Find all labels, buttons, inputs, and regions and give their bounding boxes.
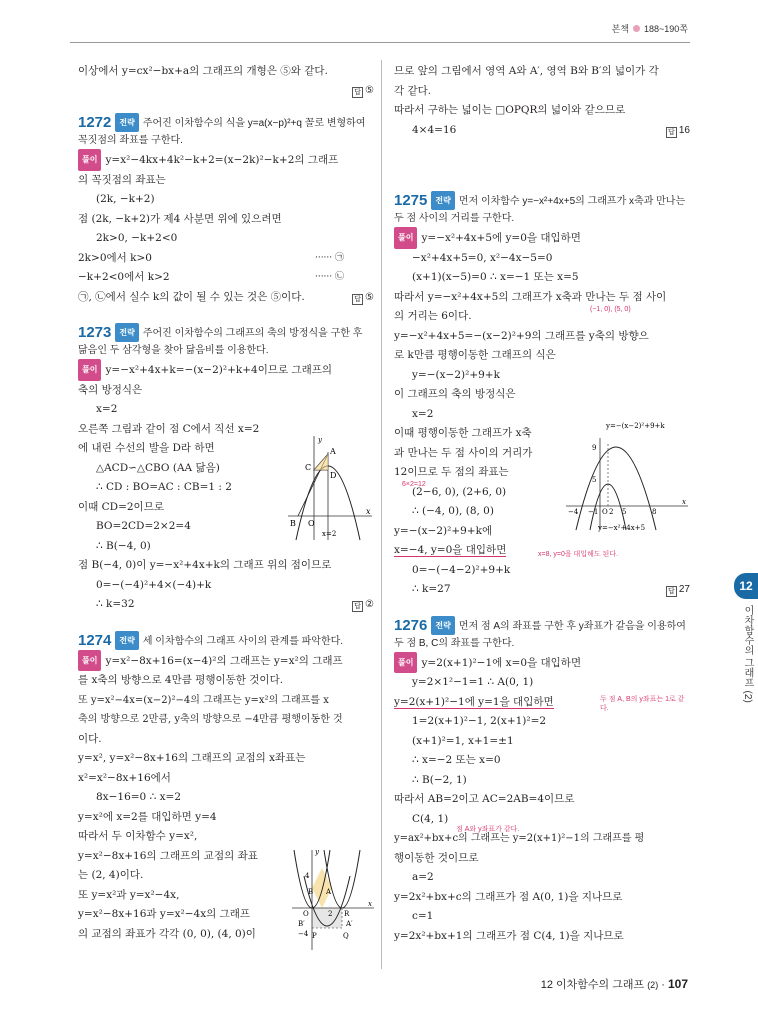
fig-label: −4 <box>568 508 579 516</box>
answer-mark: 답 ⑤ <box>352 288 374 308</box>
text-line: 또 y=x²−4x=(x−2)²−4의 그래프는 y=x²의 그래프를 x <box>78 694 329 706</box>
text-line: 이때 CD=2이므로 <box>78 500 164 513</box>
text-line: 는 (2, 4)이다. <box>78 869 144 881</box>
text-line: ∴ CD : BO=AC : CB=1 : 2 <box>96 481 232 493</box>
text-line: 2k>0에서 k>0 ······ ㉠ <box>78 251 344 264</box>
answer-mark: 답 ⑤ <box>352 81 374 101</box>
text-line: 따라서 y=−x²+4x+5의 그래프가 x축과 만나는 두 점 사이 (−1, 0), (5, 0) <box>394 290 667 313</box>
text-line: C(4, 1) 점 A와 y좌표가 같다. <box>412 812 520 833</box>
text-line: 의 거리는 6이다. <box>394 310 472 322</box>
text-line: 4×4=16 답 16 <box>394 121 690 141</box>
text-line: 따라서 구하는 넓이는 □OPQR의 넓이와 같으므로 <box>394 104 626 116</box>
figure-1275-parabolas <box>562 418 692 536</box>
fig-label: C <box>305 463 312 472</box>
text-line: 이상에서 y=cx²−bx+a의 그래프의 개형은 ⑤와 같다. 답 ⑤ <box>78 62 374 82</box>
text-line: 의 꼭짓점의 좌표는 <box>78 173 166 186</box>
page-number: 107 <box>667 977 688 991</box>
text-line: 0=−(−4−2)²+9+k <box>412 563 511 576</box>
fig-label: O <box>308 519 315 528</box>
fig-label: y <box>318 436 322 444</box>
footer-chapter: 12 이차함수의 그래프 <box>540 979 645 991</box>
text-line: 행이동한 것이므로 <box>394 851 479 864</box>
answer-box-icon: 답 <box>352 294 363 305</box>
text-line: ∴ k=32 답 ② <box>78 595 374 615</box>
fig-label: B′ <box>298 920 305 928</box>
text-line: y=2×1²−1=1 ∴ A(0, 1) <box>412 676 534 688</box>
figure-1274-parabolas <box>288 846 376 954</box>
chapter-number: 12 <box>734 573 758 599</box>
text-line: ∴ B(−2, 1) <box>412 773 467 786</box>
text-line: y=2x²+bx+1의 그래프가 점 C(4, 1)을 지나므로 <box>394 929 624 942</box>
answer-mark: 답 ② <box>352 595 374 615</box>
fig-label: 8 <box>652 508 657 516</box>
dot-icon <box>633 25 640 32</box>
header-pages: 188~190쪽 <box>644 24 688 34</box>
text-line: 축의 방향으로 2만큼, y축의 방향으로 −4만큼 평행이동한 것 <box>78 714 343 725</box>
text-line: 축의 방정식은 <box>78 383 143 396</box>
text-line: 이다. <box>78 732 102 745</box>
fig-label: x=2 <box>322 530 337 538</box>
fig-label: 4 <box>305 872 310 880</box>
text-line: 풀이 y=2(x+1)²−1에 x=0을 대입하면 <box>394 652 690 674</box>
text-line: 점 (2k, −k+2)가 제4 사분면 위에 있으려면 <box>78 212 282 225</box>
header-rule <box>70 42 690 43</box>
answer-box-icon: 답 <box>666 586 677 597</box>
fig-label: x <box>368 900 372 908</box>
text-line: x=2 <box>96 403 118 415</box>
text-line: y=x²−8x+16의 그래프의 교점의 좌표 <box>78 849 258 862</box>
text-line: x²=x²−8x+16에서 <box>78 771 171 784</box>
answer-box-icon: 답 <box>666 127 677 138</box>
fig-label: B <box>290 519 296 528</box>
text-line: 풀이 y=−x²+4x+k=−(x−2)²+k+4이므로 그래프의 <box>78 359 374 381</box>
answer-mark: 답 27 <box>666 580 690 600</box>
text-line: y=ax²+bx+c의 그래프는 y=2(x+1)²−1의 그래프를 평 <box>394 833 645 844</box>
figure-1273-parabola <box>284 432 376 544</box>
footer-sub: (2) <box>647 980 659 990</box>
chapter-title: 이차함수의 그래프 (2) <box>742 605 753 703</box>
text-line: ∴ (−4, 0), (8, 0) <box>412 505 494 517</box>
fig-label: 2 <box>609 508 614 516</box>
text-line: y=x²에 x=2를 대입하면 y=4 <box>78 810 217 823</box>
fig-label: Q <box>343 932 349 940</box>
fig-label: 2 <box>328 910 333 918</box>
text-line: x=2 <box>412 407 434 420</box>
text-line: c=1 <box>412 910 434 922</box>
text-line: 풀이 y=x²−4kx+4k²−k+2=(x−2k)²−k+2의 그래프 <box>78 149 374 171</box>
problem-1275-header: 1275 전략 먼저 이차함수 y=−x²+4x+5의 그래프가 x축과 만나는 두 점 사이의 거리를 구한다. <box>394 192 686 224</box>
text-line: a=2 <box>412 871 434 883</box>
text-line: y=x²−8x+16과 y=x²−4x의 그래프 <box>78 908 251 920</box>
fig-label: x <box>366 507 371 516</box>
text-line: 므로 앞의 그림에서 영역 A와 A′, 영역 B와 B′의 넓이가 각 <box>394 65 659 77</box>
text-line: y=2x²+bx+c의 그래프가 점 A(0, 1)을 지나므로 <box>394 890 623 903</box>
text-line: BO=2CD=2×2=4 <box>96 520 191 532</box>
text-line: 과 만나는 두 점 사이의 거리가 <box>394 446 533 459</box>
text-line: 따라서 AB=2이고 AC=2AB=4이므로 <box>394 793 575 805</box>
text-line: ∴ k=27 답 27 <box>394 580 690 600</box>
fig-label: B <box>308 888 314 896</box>
fig-label: R <box>344 910 350 918</box>
text-line: −x²+4x+5=0, x²−4x−5=0 <box>412 251 553 264</box>
fig-label: 5 <box>622 508 627 516</box>
problem-1273-header: 1273 전략 주어진 이차함수의 그래프의 축의 방정식을 구한 후 닮음인 두 삼각형을 찾아 닮음비를 이용한다. <box>78 324 363 356</box>
page-header <box>612 22 688 35</box>
fig-label: A′ <box>346 920 353 928</box>
text-line: 점 B(−4, 0)이 y=−x²+4x+k의 그래프 위의 점이므로 <box>78 559 332 571</box>
text-line: y=−x²+4x+5=−(x−2)²+9의 그래프를 y축의 방향으 <box>394 329 649 342</box>
text-line: △ACD∽△CBO (AA 닮음) <box>96 461 220 474</box>
fig-label: D <box>330 471 337 480</box>
answer-box-icon: 답 <box>352 601 363 612</box>
text-line: (x+1)²=1, x+1=±1 <box>412 734 514 747</box>
text-line: ㉠, ㉡에서 실수 k의 값이 될 수 있는 것은 ⑤이다. 답 ⑤ <box>78 288 374 308</box>
problem-1272-header: 1272 전략 주어진 이차함수의 식을 y=a(x−p)²+q 꼴로 변형하여 꼭짓점의 좌표를 구한다. <box>78 114 366 146</box>
fig-label: 9 <box>592 444 597 452</box>
text-line: 풀이 y=x²−8x+16=(x−4)²의 그래프는 y=x²의 그래프 <box>78 650 374 672</box>
text-line: −k+2<0에서 k>2 ······ ㉡ <box>78 271 344 283</box>
text-line: ∴ x=−2 또는 x=0 <box>412 754 501 766</box>
problem-1274-header: 1274 전략 세 이차함수의 그래프 사이의 관계를 파악한다. <box>78 631 344 649</box>
text-line: 풀이 y=−x²+4x+5에 y=0을 대입하면 <box>394 227 690 249</box>
text-line: (x+1)(x−5)=0 ∴ x=−1 또는 x=5 <box>412 271 579 283</box>
text-line: 이때 평행이동한 그래프가 x축 <box>394 427 532 439</box>
fig-label: −1 <box>588 508 599 516</box>
fig-label: A <box>326 888 332 896</box>
fig-label: x <box>682 498 686 506</box>
text-line: 로 k만큼 평행이동한 그래프의 식은 <box>394 349 556 361</box>
text-line: 0=−(−4)²+4×(−4)+k <box>96 578 212 591</box>
fig-label: y=−x²+4x+5 <box>598 524 646 532</box>
text-line: 에 내린 수선의 발을 D라 하면 <box>78 442 215 454</box>
fig-label: O <box>602 508 608 516</box>
text-line: 12이므로 두 점의 좌표는 6×2=12 <box>394 466 509 488</box>
text-line: 8x−16=0 ∴ x=2 <box>96 791 181 803</box>
text-line: x=−4, y=0을 대입하면 x=8, y=0을 대입해도 된다. <box>394 544 619 558</box>
answer-box-icon: 답 <box>352 87 363 98</box>
text-line: y=−(x−2)²+9+k에 <box>394 524 493 537</box>
text-line: (2k, −k+2) <box>96 193 155 205</box>
text-line: y=x², y=x²−8x+16의 그래프의 교점의 x좌표는 <box>78 752 306 764</box>
text-line: 따라서 두 이차함수 y=x², <box>78 830 198 842</box>
problem-1276-header: 1276 전략 먼저 점 A의 좌표를 구한 후 y좌표가 같음을 이용하여 두 점 B, C의 좌표를 구한다. <box>394 616 686 649</box>
text-line: 또 y=x²과 y=x²−4x, <box>78 888 180 901</box>
fig-label: A <box>330 447 336 456</box>
fig-label: y=−(x−2)²+9+k <box>606 422 665 430</box>
text-line: 를 x축의 방향으로 4만큼 평행이동한 것이다. <box>78 674 284 686</box>
text-line: 2k>0, −k+2<0 <box>96 232 178 244</box>
text-line: (2−6, 0), (2+6, 0) <box>412 485 507 498</box>
text-line: 오른쪽 그림과 같이 점 C에서 직선 x=2 <box>78 422 260 435</box>
answer-mark: 답 16 <box>666 121 690 141</box>
text-line: y=2(x+1)²−1에 y=1을 대입하면 두 점 A, B의 y좌표는 1로 같다. <box>394 695 685 712</box>
text-line: ∴ B(−4, 0) <box>96 539 151 552</box>
text-line: 의 교점의 좌표가 각각 (0, 0), (4, 0)이 <box>78 927 256 940</box>
fig-label: 5 <box>592 476 597 484</box>
fig-label: O <box>303 910 309 918</box>
header-book: 본책 <box>611 24 630 34</box>
chapter-side-tab <box>734 573 758 733</box>
column-divider <box>381 60 382 969</box>
text-line: 각 같다. <box>394 84 432 97</box>
text-line: 이 그래프의 축의 방정식은 <box>394 388 516 400</box>
text-line: y=−(x−2)²+9+k <box>412 368 500 381</box>
fig-label: P <box>312 932 317 940</box>
fig-label: y <box>315 848 319 856</box>
text-line: 1=2(x+1)²−1, 2(x+1)²=2 <box>412 715 547 727</box>
fig-label: −4 <box>298 930 309 938</box>
page-footer: 12 이차함수의 그래프 (2) · 107 <box>540 977 688 991</box>
